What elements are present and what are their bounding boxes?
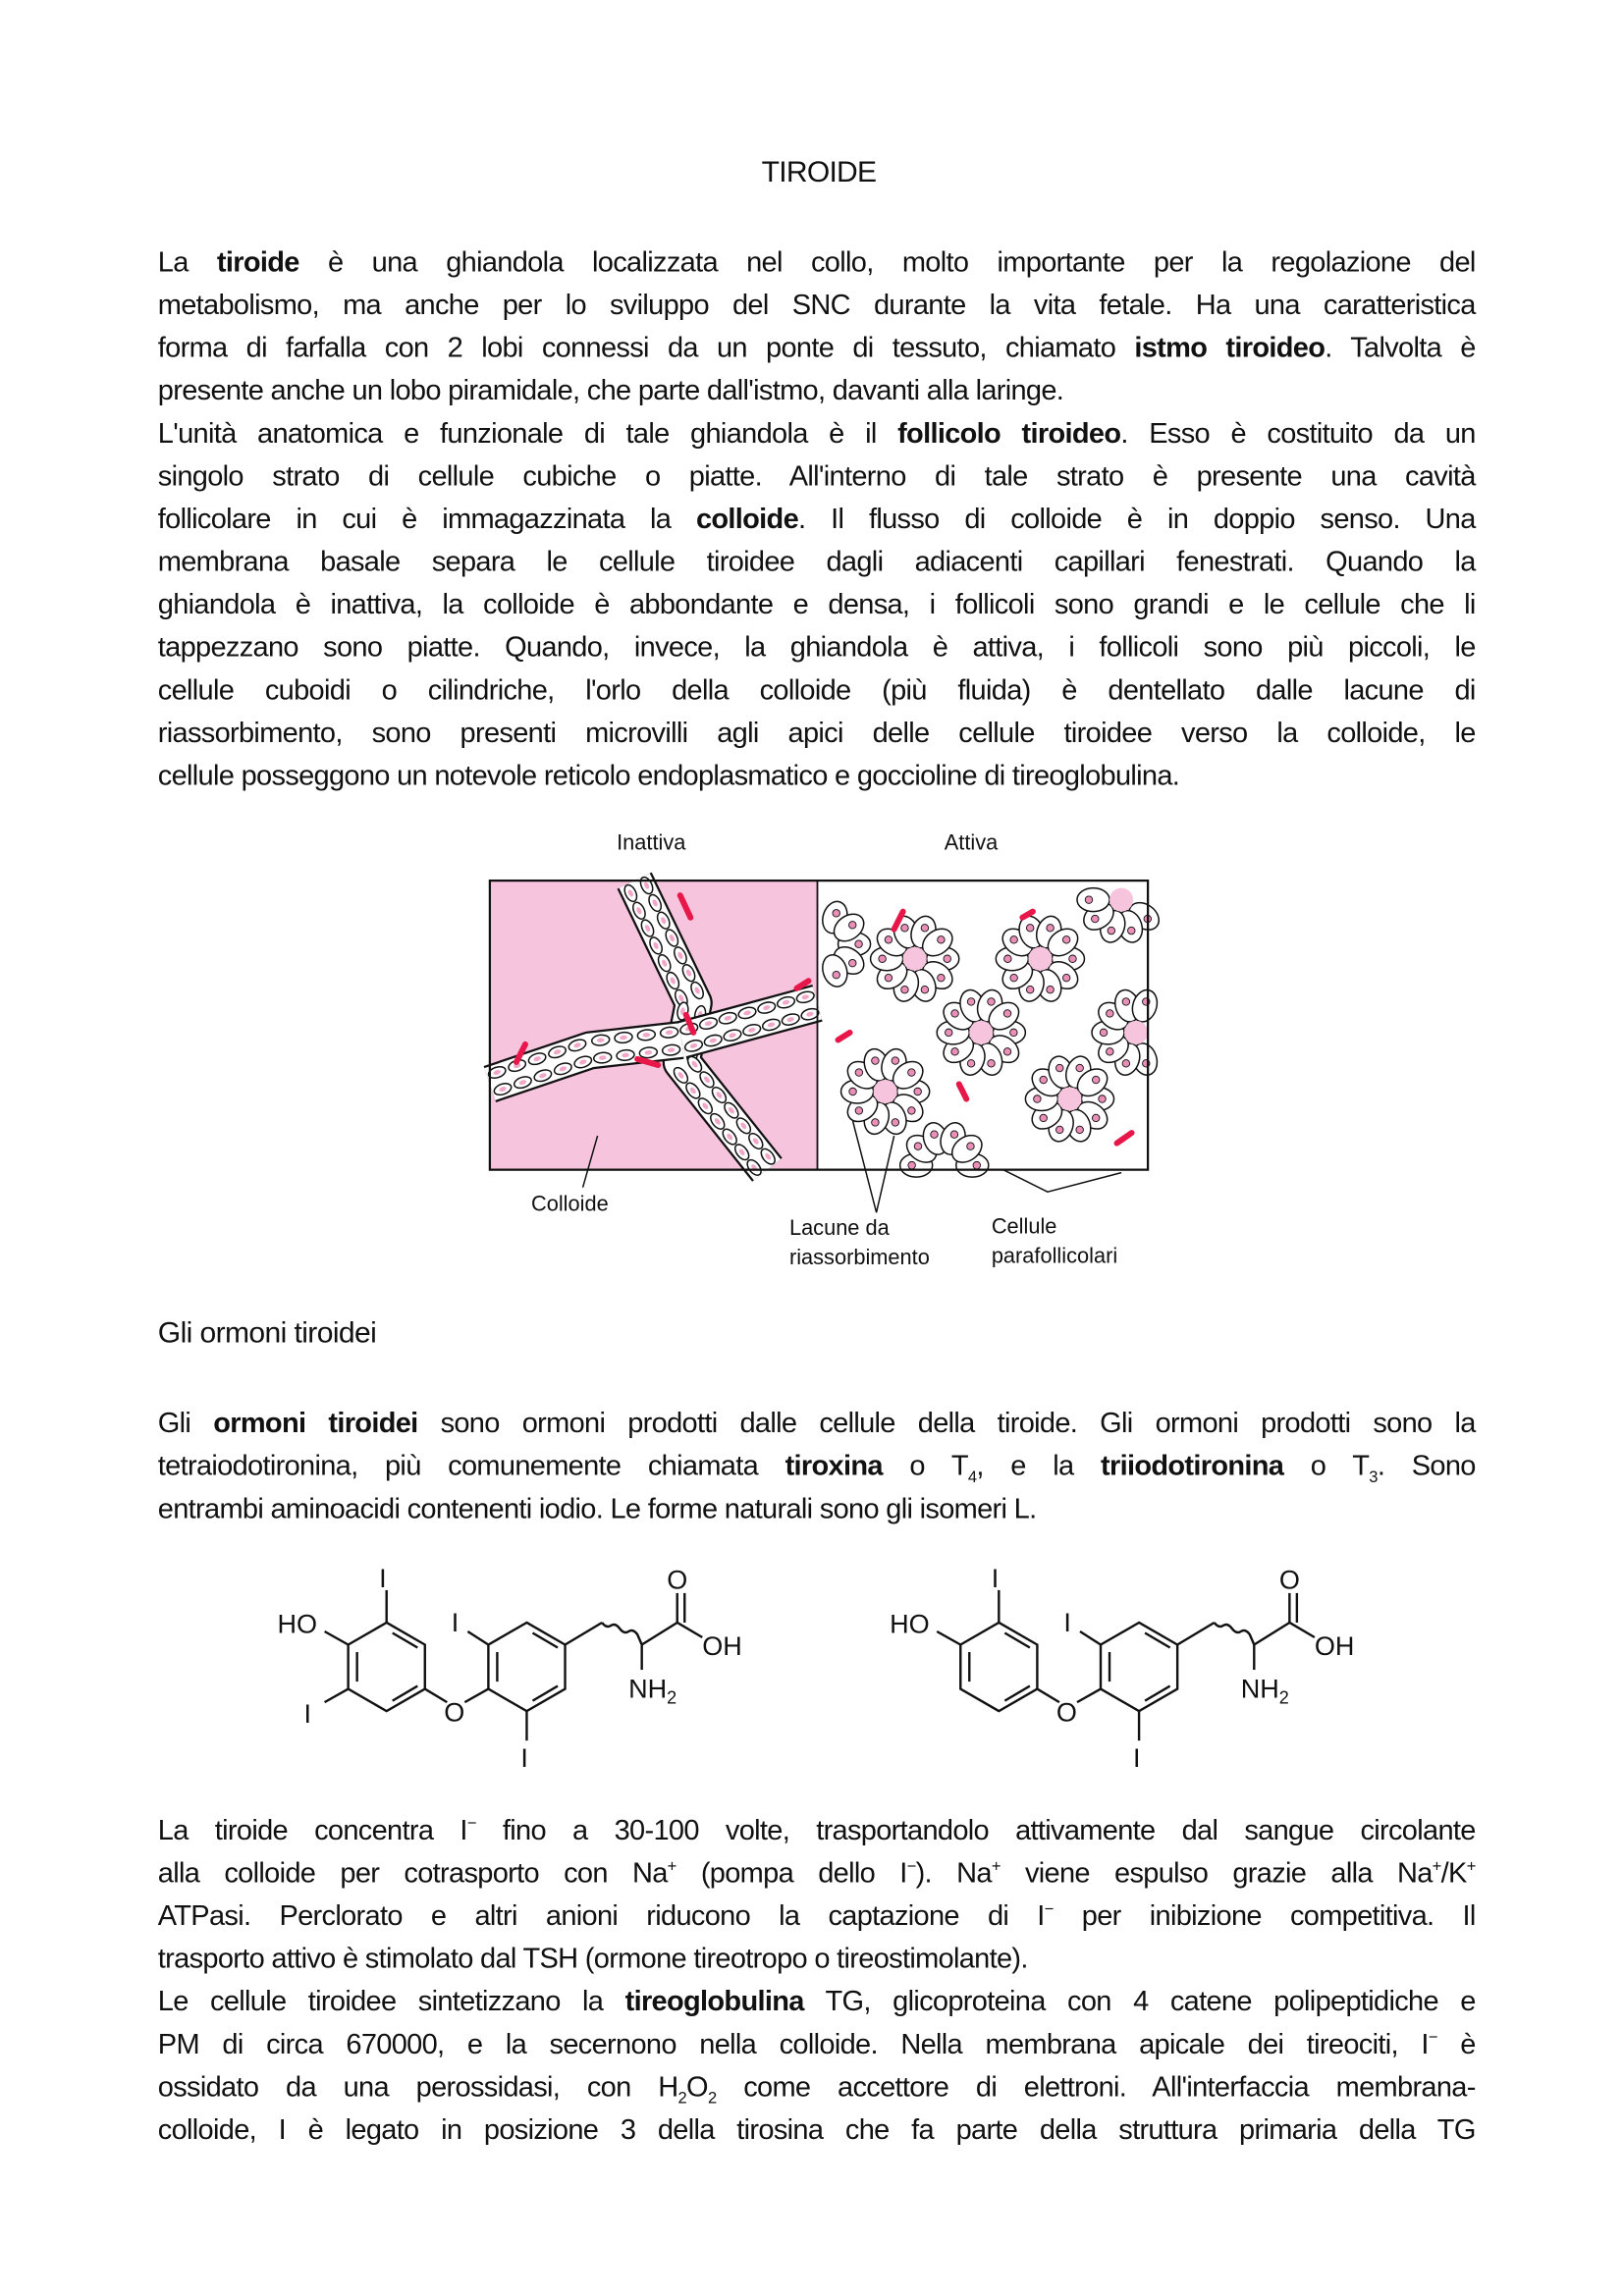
text-segment: tappezzano sono piatte. Quando, invece, la ghiandola è attiva, i follicoli sono più piccoli, le — [157, 632, 1476, 665]
text-segment: La tiroide concentra I — [157, 1815, 467, 1847]
text-segment: forma di farfalla con 2 lobi connessi da un ponte di tessuto, chiamato — [157, 333, 1135, 365]
section-heading: Gli ormoni tiroidei — [157, 1316, 377, 1350]
superscript: − — [466, 1815, 476, 1834]
text-line — [158, 1939, 1476, 1982]
text-line — [158, 2066, 1476, 2109]
text-segment: PM di circa 670000, e la secernono nella colloide. Nella membrana apicale dei tireociti, I — [157, 2029, 1429, 2061]
superscript: + — [667, 1857, 676, 1876]
figure-label-colloid: Colloide — [530, 1193, 609, 1217]
text-segment: è una ghiandola localizzata nel collo, molto importante per la regolazione del — [298, 247, 1476, 280]
text-line — [158, 1810, 1476, 1853]
text-segment: sono ormoni prodotti dalle cellule della tiroide. Gli ormoni prodotti sono la — [417, 1409, 1476, 1440]
superscript: + — [1432, 1857, 1441, 1876]
t3-iodine-ringb-top: I — [1063, 1607, 1071, 1637]
text-segment: è — [1436, 2029, 1476, 2061]
t4-hydroxyl: HO — [277, 1609, 318, 1639]
text-segment: . Talvolta è — [1325, 333, 1476, 365]
bold-term: tiroxina — [784, 1451, 883, 1483]
text-segment: membrana basale separa le cellule tiroidee dagli adiacenti capillari fenestrati. Quando la — [157, 547, 1476, 579]
t4-ether-oxygen: O — [444, 1697, 465, 1728]
text-segment: tetraiodotironina, più comunemente chiamata — [157, 1451, 785, 1483]
text-segment: alla colloide per cotrasporto con Na — [157, 1858, 668, 1890]
bold-term: tireoglobulina — [624, 1987, 804, 2018]
t4-iodine-bottom: I — [303, 1699, 312, 1730]
text-segment: metabolismo, ma anche per lo sviluppo del SNC durante la vita fetale. Ha una caratteristica — [157, 291, 1476, 322]
text-segment: ghiandola è inattiva, la colloide è abbondante e densa, i follicoli sono grandi e le cellule che li — [157, 590, 1476, 621]
text-line — [158, 1981, 1476, 2024]
superscript: + — [1466, 1857, 1476, 1876]
text-segment: follicolare in cui è immagazzinata la — [157, 504, 696, 536]
t4-amine: $NH_2$ — [628, 1674, 677, 1708]
text-segment: , e la — [976, 1451, 1102, 1483]
text-segment: o T — [1283, 1451, 1370, 1483]
superscript: + — [991, 1857, 1001, 1876]
t3-iodine-ringb-bottom: I — [1133, 1743, 1141, 1774]
text-segment: TG, glicoproteina con 4 catene polipeptidiche e — [803, 1987, 1476, 2018]
text-segment: ossidato da una perossidasi, con H — [157, 2072, 678, 2104]
text-segment: trasporto attivo è stimolato dal TSH (ormone tireotropo o tireostimolante). — [157, 1944, 1028, 1976]
text-line — [158, 1896, 1476, 1939]
text-segment: viene espulso grazie alla Na — [1000, 1858, 1433, 1890]
text-segment: La — [157, 247, 217, 280]
t3-amine: $NH_2$ — [1240, 1674, 1289, 1708]
figure-label-lacune-line1: Lacune da — [788, 1216, 890, 1241]
figure-label-lacune-line2: riassorbimento — [788, 1246, 930, 1270]
bold-term: ormoni tiroidei — [213, 1409, 418, 1440]
text-line — [158, 1852, 1476, 1896]
text-segment: ). Na — [915, 1858, 992, 1890]
text-segment: . Il flusso di colloide è in doppio senso. Una — [798, 504, 1476, 536]
text-segment: fino a 30-100 volte, trasportandolo attivamente dal sangue circolante — [475, 1815, 1476, 1847]
text-segment: . Sono — [1377, 1451, 1476, 1483]
t3-carboxyl-oh: OH — [1314, 1631, 1355, 1662]
bold-term: istmo tiroideo — [1134, 333, 1325, 365]
subscript: 2 — [677, 2090, 687, 2109]
bold-term: triiodotironina — [1101, 1451, 1284, 1483]
text-segment: o T — [882, 1451, 968, 1483]
text-segment: O — [686, 2072, 708, 2104]
superscript: − — [906, 1857, 916, 1876]
text-segment: Le cellule tiroidee sintetizzano la — [157, 1987, 625, 2018]
figure-label-active: Attiva — [944, 831, 999, 856]
text-segment: Gli — [157, 1409, 214, 1440]
figure-label-cellule-line2: parafollicolari — [991, 1245, 1118, 1269]
text-segment: singolo strato di cellule cubiche o piatte. All'interno di tale strato è presente una cavità — [157, 461, 1476, 493]
t4-carboxyl-oh: OH — [702, 1631, 742, 1662]
subscript: 4 — [967, 1468, 977, 1487]
t3-iodine-top: I — [991, 1563, 1000, 1593]
bold-term: colloide — [695, 504, 799, 536]
text-segment: come accettore di elettroni. All'interfaccia membrana- — [716, 2072, 1476, 2104]
text-segment: presente anche un lobo piramidale, che parte dall'istmo, davanti alla laringe. — [157, 376, 1064, 407]
text-line — [158, 2109, 1476, 2153]
superscript: − — [1044, 1900, 1054, 1919]
text-segment: entrambi aminoacidi contenenti iodio. Le forme naturali sono gli isomeri L. — [157, 1494, 1037, 1525]
subscript: 3 — [1369, 1468, 1378, 1487]
document-title: TIROIDE — [761, 156, 877, 189]
text-segment: L'unità anatomica e funzionale di tale ghiandola è il — [157, 418, 898, 451]
text-segment: cellule posseggono un notevole reticolo endoplasmatico e goccioline di tireoglobulina. — [157, 761, 1180, 792]
text-segment: ATPasi. Perclorato e altri anioni riducono la captazione di I — [157, 1900, 1045, 1933]
figure-label-cellule-line1: Cellule — [991, 1215, 1057, 1240]
text-segment: cellule cuboidi o cilindriche, l'orlo della colloide (più fluida) è dentellato dalle lacune di — [157, 675, 1476, 707]
text-line — [158, 2024, 1476, 2067]
subscript: 2 — [707, 2090, 717, 2109]
t3-hydroxyl: HO — [890, 1609, 930, 1639]
superscript: − — [1428, 2029, 1437, 2048]
text-segment: per inibizione competitiva. Il — [1053, 1900, 1476, 1933]
bold-term: tiroide — [216, 247, 299, 280]
text-segment: riassorbimento, sono presenti microvilli agli apici delle cellule tiroidee verso la colloide, le — [157, 718, 1476, 750]
t4-iodine-top: I — [379, 1563, 387, 1593]
t4-carbonyl-oxygen: O — [667, 1565, 688, 1595]
t3-carbonyl-oxygen: O — [1278, 1565, 1300, 1595]
t4-iodine-ringb-top: I — [451, 1607, 460, 1637]
figure-label-inactive: Inattiva — [617, 831, 686, 856]
text-segment: . Esso è costituito da un — [1120, 418, 1476, 451]
text-segment: (pompa dello I — [676, 1858, 907, 1890]
t3-ether-oxygen: O — [1055, 1697, 1077, 1728]
t4-iodine-ringb-bottom: I — [520, 1743, 528, 1774]
text-segment: colloide, I è legato in posizione 3 della tirosina che fa parte della struttura primaria della TG — [157, 2114, 1476, 2147]
bold-term: follicolo tiroideo — [897, 418, 1121, 451]
text-segment: /K — [1440, 1858, 1467, 1890]
paragraph-iodine-transport — [158, 1810, 1476, 2153]
thyroxine-t4-structure — [278, 1564, 742, 1773]
triiodothyronine-t3-structure — [890, 1564, 1354, 1773]
